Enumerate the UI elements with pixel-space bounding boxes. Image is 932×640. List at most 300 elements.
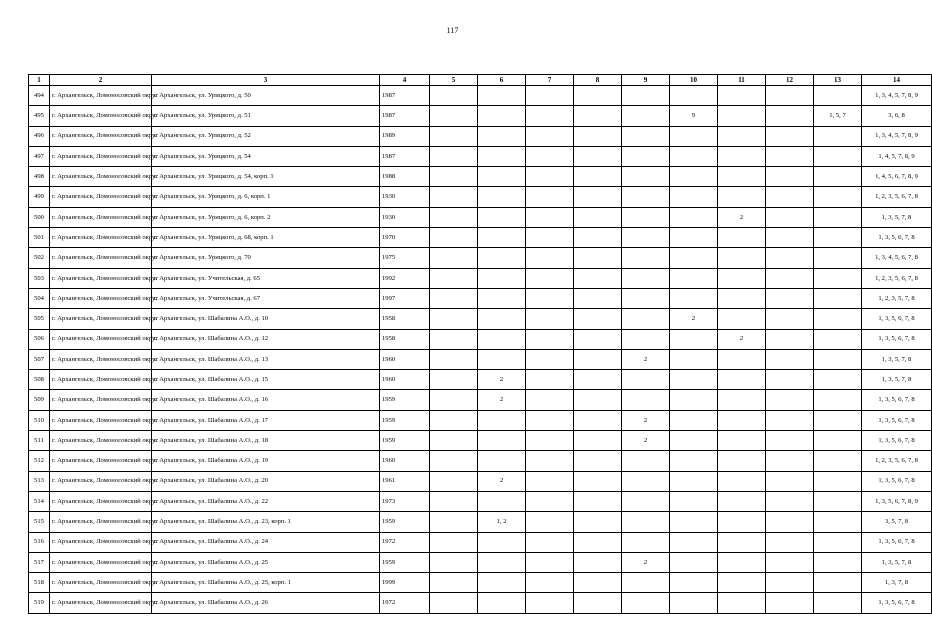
col-13-cell — [814, 309, 862, 329]
column-header-1: 1 — [29, 75, 50, 86]
col-14-cell: 1, 3, 5, 6, 7, 8 — [862, 593, 932, 613]
col-10-cell — [670, 410, 718, 430]
col-7-cell — [526, 329, 574, 349]
col-7-cell — [526, 86, 574, 106]
col-9-cell — [622, 471, 670, 491]
district-cell: г. Архангельск, Ломоносовский округ — [50, 268, 152, 288]
col-10-cell — [670, 491, 718, 511]
column-header-8: 8 — [574, 75, 622, 86]
address-cell: г. Архангельск, ул. Шабалина А.О., д. 20 — [152, 471, 380, 491]
col-7-cell — [526, 167, 574, 187]
col-7-cell — [526, 309, 574, 329]
address-cell: г. Архангельск, ул. Шабалина А.О., д. 25 — [152, 552, 380, 572]
col-7-cell — [526, 512, 574, 532]
address-cell: г. Архангельск, ул. Шабалина А.О., д. 18 — [152, 431, 380, 451]
col-12-cell — [766, 309, 814, 329]
col-7-cell — [526, 491, 574, 511]
col-11-cell — [718, 86, 766, 106]
address-cell: г. Архангельск, ул. Шабалина А.О., д. 19 — [152, 451, 380, 471]
row-number: 506 — [29, 329, 50, 349]
col-12-cell — [766, 106, 814, 126]
year-cell: 1959 — [380, 512, 430, 532]
col-6-cell — [478, 309, 526, 329]
col-9-cell — [622, 329, 670, 349]
col-12-cell — [766, 349, 814, 369]
col-7-cell — [526, 288, 574, 308]
row-number: 516 — [29, 532, 50, 552]
col-5-cell — [430, 593, 478, 613]
address-cell: г. Архангельск, ул. Урицкого, д. 52 — [152, 126, 380, 146]
table-row — [29, 532, 932, 552]
col-10-cell — [670, 187, 718, 207]
col-11-cell — [718, 187, 766, 207]
row-number: 510 — [29, 410, 50, 430]
year-cell: 1960 — [380, 349, 430, 369]
address-cell: г. Архангельск, ул. Шабалина А.О., д. 15 — [152, 370, 380, 390]
col-10-cell: 2 — [670, 309, 718, 329]
address-cell: г. Архангельск, ул. Шабалина А.О., д. 26 — [152, 593, 380, 613]
col-5-cell — [430, 207, 478, 227]
address-cell: г. Архангельск, ул. Шабалина А.О., д. 10 — [152, 309, 380, 329]
year-cell: 1958 — [380, 309, 430, 329]
col-6-cell — [478, 126, 526, 146]
district-cell: г. Архангельск, Ломоносовский округ — [50, 512, 152, 532]
col-6-cell — [478, 106, 526, 126]
row-number: 512 — [29, 451, 50, 471]
col-11-cell — [718, 146, 766, 166]
year-cell: 1959 — [380, 552, 430, 572]
col-6-cell — [478, 187, 526, 207]
col-5-cell — [430, 288, 478, 308]
col-13-cell — [814, 268, 862, 288]
col-7-cell — [526, 370, 574, 390]
address-cell: г. Архангельск, ул. Шабалина А.О., д. 25, корп. 1 — [152, 573, 380, 593]
table-row — [29, 410, 932, 430]
col-13-cell — [814, 532, 862, 552]
column-header-7: 7 — [526, 75, 574, 86]
col-6-cell — [478, 288, 526, 308]
col-7-cell — [526, 349, 574, 369]
row-number: 508 — [29, 370, 50, 390]
col-11-cell — [718, 512, 766, 532]
col-14-cell: 1, 3, 5, 6, 7, 8 — [862, 410, 932, 430]
col-10-cell — [670, 552, 718, 572]
col-12-cell — [766, 288, 814, 308]
district-cell: г. Архангельск, Ломоносовский округ — [50, 207, 152, 227]
col-10-cell — [670, 390, 718, 410]
table-row — [29, 431, 932, 451]
col-11-cell — [718, 370, 766, 390]
col-5-cell — [430, 329, 478, 349]
col-10-cell — [670, 329, 718, 349]
col-6-cell — [478, 86, 526, 106]
col-14-cell: 1, 3, 5, 6, 7, 8 — [862, 431, 932, 451]
col-6-cell — [478, 167, 526, 187]
col-11-cell — [718, 288, 766, 308]
col-10-cell — [670, 593, 718, 613]
year-cell: 1997 — [380, 288, 430, 308]
row-number: 501 — [29, 228, 50, 248]
col-5-cell — [430, 573, 478, 593]
col-5-cell — [430, 86, 478, 106]
year-cell: 1973 — [380, 491, 430, 511]
row-number: 500 — [29, 207, 50, 227]
table-row — [29, 309, 932, 329]
district-cell: г. Архангельск, Ломоносовский округ — [50, 288, 152, 308]
col-7-cell — [526, 431, 574, 451]
year-cell: 1959 — [380, 390, 430, 410]
col-9-cell — [622, 228, 670, 248]
col-6-cell — [478, 349, 526, 369]
col-5-cell — [430, 370, 478, 390]
address-cell: г. Архангельск, ул. Шабалина А.О., д. 17 — [152, 410, 380, 430]
col-10-cell — [670, 349, 718, 369]
col-14-cell: 1, 2, 3, 5, 6, 7, 8 — [862, 187, 932, 207]
col-8-cell — [574, 167, 622, 187]
col-11-cell — [718, 532, 766, 552]
col-12-cell — [766, 390, 814, 410]
year-cell: 1989 — [380, 126, 430, 146]
col-8-cell — [574, 552, 622, 572]
col-6-cell — [478, 532, 526, 552]
col-5-cell — [430, 532, 478, 552]
row-number: 514 — [29, 491, 50, 511]
col-7-cell — [526, 593, 574, 613]
district-cell: г. Архангельск, Ломоносовский округ — [50, 167, 152, 187]
col-14-cell: 1, 3, 5, 6, 7, 8 — [862, 228, 932, 248]
col-8-cell — [574, 349, 622, 369]
table-row — [29, 491, 932, 511]
table-row — [29, 329, 932, 349]
year-cell: 1987 — [380, 86, 430, 106]
col-8-cell — [574, 106, 622, 126]
col-9-cell — [622, 309, 670, 329]
district-cell: г. Архангельск, Ломоносовский округ — [50, 329, 152, 349]
col-11-cell — [718, 106, 766, 126]
district-cell: г. Архангельск, Ломоносовский округ — [50, 86, 152, 106]
year-cell: 1987 — [380, 106, 430, 126]
table-row — [29, 146, 932, 166]
col-8-cell — [574, 268, 622, 288]
district-cell: г. Архангельск, Ломоносовский округ — [50, 228, 152, 248]
year-cell: 1930 — [380, 207, 430, 227]
col-7-cell — [526, 390, 574, 410]
col-8-cell — [574, 471, 622, 491]
address-cell: г. Архангельск, ул. Шабалина А.О., д. 13 — [152, 349, 380, 369]
col-9-cell: 2 — [622, 431, 670, 451]
district-cell: г. Архангельск, Ломоносовский округ — [50, 593, 152, 613]
col-12-cell — [766, 207, 814, 227]
address-cell: г. Архангельск, ул. Урицкого, д. 50 — [152, 86, 380, 106]
row-number: 494 — [29, 86, 50, 106]
col-14-cell: 1, 3, 5, 7, 8 — [862, 349, 932, 369]
col-14-cell: 1, 3, 5, 6, 7, 8 — [862, 329, 932, 349]
col-5-cell — [430, 431, 478, 451]
col-10-cell: 9 — [670, 106, 718, 126]
col-9-cell — [622, 248, 670, 268]
col-13-cell — [814, 187, 862, 207]
col-7-cell — [526, 187, 574, 207]
column-header-11: 11 — [718, 75, 766, 86]
row-number: 515 — [29, 512, 50, 532]
col-8-cell — [574, 86, 622, 106]
col-5-cell — [430, 349, 478, 369]
col-5-cell — [430, 268, 478, 288]
column-header-5: 5 — [430, 75, 478, 86]
address-cell: г. Архангельск, ул. Учительская, д. 65 — [152, 268, 380, 288]
row-number: 496 — [29, 126, 50, 146]
col-8-cell — [574, 207, 622, 227]
col-13-cell — [814, 370, 862, 390]
col-9-cell — [622, 167, 670, 187]
district-cell: г. Архангельск, Ломоносовский округ — [50, 370, 152, 390]
table-row — [29, 207, 932, 227]
col-7-cell — [526, 106, 574, 126]
column-header-13: 13 — [814, 75, 862, 86]
col-14-cell: 1, 3, 5, 6, 7, 8 — [862, 390, 932, 410]
col-10-cell — [670, 228, 718, 248]
table-row — [29, 106, 932, 126]
col-14-cell: 1, 4, 5, 7, 8, 9 — [862, 146, 932, 166]
address-cell: г. Архангельск, ул. Шабалина А.О., д. 22 — [152, 491, 380, 511]
col-12-cell — [766, 167, 814, 187]
address-cell: г. Архангельск, ул. Урицкого, д. 54, корп. 1 — [152, 167, 380, 187]
col-8-cell — [574, 126, 622, 146]
col-12-cell — [766, 491, 814, 511]
col-9-cell: 2 — [622, 410, 670, 430]
col-9-cell — [622, 187, 670, 207]
row-number: 507 — [29, 349, 50, 369]
address-cell: г. Архангельск, ул. Учительская, д. 67 — [152, 288, 380, 308]
address-cell: г. Архангельск, ул. Урицкого, д. 6, корп. 1 — [152, 187, 380, 207]
col-14-cell: 1, 3, 7, 8 — [862, 573, 932, 593]
year-cell: 1999 — [380, 573, 430, 593]
col-6-cell — [478, 268, 526, 288]
address-cell: г. Архангельск, ул. Шабалина А.О., д. 16 — [152, 390, 380, 410]
col-14-cell: 1, 3, 5, 6, 7, 8 — [862, 532, 932, 552]
column-header-10: 10 — [670, 75, 718, 86]
table-row — [29, 573, 932, 593]
address-cell: г. Архангельск, ул. Шабалина А.О., д. 23, корп. 1 — [152, 512, 380, 532]
col-13-cell — [814, 349, 862, 369]
col-14-cell: 1, 3, 5, 6, 7, 8, 9 — [862, 491, 932, 511]
table-row — [29, 471, 932, 491]
year-cell: 1992 — [380, 268, 430, 288]
col-11-cell — [718, 309, 766, 329]
col-6-cell — [478, 552, 526, 572]
col-6-cell: 2 — [478, 370, 526, 390]
column-header-6: 6 — [478, 75, 526, 86]
col-7-cell — [526, 248, 574, 268]
col-14-cell: 3, 5, 7, 8 — [862, 512, 932, 532]
col-8-cell — [574, 390, 622, 410]
col-12-cell — [766, 532, 814, 552]
col-13-cell — [814, 248, 862, 268]
col-9-cell — [622, 207, 670, 227]
district-cell: г. Архангельск, Ломоносовский округ — [50, 532, 152, 552]
col-9-cell — [622, 573, 670, 593]
col-7-cell — [526, 410, 574, 430]
col-14-cell: 3, 6, 8 — [862, 106, 932, 126]
col-14-cell: 1, 4, 5, 6, 7, 8, 9 — [862, 167, 932, 187]
col-7-cell — [526, 207, 574, 227]
district-cell: г. Архангельск, Ломоносовский округ — [50, 552, 152, 572]
col-5-cell — [430, 512, 478, 532]
col-11-cell: 2 — [718, 329, 766, 349]
district-cell: г. Архангельск, Ломоносовский округ — [50, 187, 152, 207]
col-8-cell — [574, 146, 622, 166]
col-14-cell: 1, 3, 5, 7, 8 — [862, 207, 932, 227]
col-10-cell — [670, 146, 718, 166]
col-12-cell — [766, 431, 814, 451]
table-row — [29, 167, 932, 187]
col-13-cell — [814, 167, 862, 187]
registry-table — [28, 74, 932, 614]
col-9-cell — [622, 146, 670, 166]
col-8-cell — [574, 187, 622, 207]
col-10-cell — [670, 451, 718, 471]
col-9-cell — [622, 370, 670, 390]
col-10-cell — [670, 86, 718, 106]
row-number: 518 — [29, 573, 50, 593]
col-12-cell — [766, 329, 814, 349]
col-9-cell — [622, 390, 670, 410]
district-cell: г. Архангельск, Ломоносовский округ — [50, 349, 152, 369]
district-cell: г. Архангельск, Ломоносовский округ — [50, 491, 152, 511]
col-12-cell — [766, 187, 814, 207]
table-row — [29, 451, 932, 471]
address-cell: г. Архангельск, ул. Урицкого, д. 54 — [152, 146, 380, 166]
col-12-cell — [766, 248, 814, 268]
col-13-cell — [814, 86, 862, 106]
col-8-cell — [574, 288, 622, 308]
col-6-cell — [478, 228, 526, 248]
col-9-cell — [622, 288, 670, 308]
year-cell: 1987 — [380, 146, 430, 166]
col-9-cell — [622, 512, 670, 532]
col-8-cell — [574, 451, 622, 471]
col-5-cell — [430, 167, 478, 187]
district-cell: г. Архангельск, Ломоносовский округ — [50, 146, 152, 166]
col-13-cell — [814, 207, 862, 227]
col-13-cell — [814, 593, 862, 613]
col-10-cell — [670, 207, 718, 227]
year-cell: 1970 — [380, 228, 430, 248]
col-8-cell — [574, 431, 622, 451]
row-number: 511 — [29, 431, 50, 451]
col-13-cell — [814, 491, 862, 511]
col-5-cell — [430, 410, 478, 430]
col-10-cell — [670, 288, 718, 308]
col-14-cell: 1, 2, 3, 5, 6, 7, 8 — [862, 268, 932, 288]
col-10-cell — [670, 248, 718, 268]
column-header-9: 9 — [622, 75, 670, 86]
col-12-cell — [766, 126, 814, 146]
col-10-cell — [670, 167, 718, 187]
table-row — [29, 370, 932, 390]
column-header-12: 12 — [766, 75, 814, 86]
district-cell: г. Архангельск, Ломоносовский округ — [50, 248, 152, 268]
col-6-cell: 2 — [478, 471, 526, 491]
district-cell: г. Архангельск, Ломоносовский округ — [50, 106, 152, 126]
col-13-cell — [814, 552, 862, 572]
col-8-cell — [574, 573, 622, 593]
col-11-cell — [718, 431, 766, 451]
col-13-cell — [814, 573, 862, 593]
row-number: 499 — [29, 187, 50, 207]
col-14-cell: 1, 3, 5, 7, 8 — [862, 552, 932, 572]
col-10-cell — [670, 532, 718, 552]
col-12-cell — [766, 86, 814, 106]
table-row — [29, 126, 932, 146]
col-14-cell: 1, 3, 5, 6, 7, 8 — [862, 471, 932, 491]
row-number: 502 — [29, 248, 50, 268]
col-8-cell — [574, 593, 622, 613]
col-8-cell — [574, 512, 622, 532]
col-5-cell — [430, 491, 478, 511]
col-10-cell — [670, 471, 718, 491]
col-13-cell — [814, 288, 862, 308]
col-13-cell — [814, 410, 862, 430]
col-7-cell — [526, 126, 574, 146]
year-cell: 1960 — [380, 451, 430, 471]
table-row — [29, 187, 932, 207]
column-header-3: 3 — [152, 75, 380, 86]
address-cell: г. Архангельск, ул. Шабалина А.О., д. 12 — [152, 329, 380, 349]
col-6-cell — [478, 329, 526, 349]
col-12-cell — [766, 512, 814, 532]
row-number: 509 — [29, 390, 50, 410]
row-number: 497 — [29, 146, 50, 166]
col-6-cell — [478, 573, 526, 593]
table-row — [29, 349, 932, 369]
col-14-cell: 1, 3, 4, 5, 7, 8, 9 — [862, 126, 932, 146]
col-11-cell — [718, 573, 766, 593]
col-8-cell — [574, 228, 622, 248]
col-11-cell: 2 — [718, 207, 766, 227]
col-6-cell — [478, 146, 526, 166]
col-11-cell — [718, 593, 766, 613]
col-12-cell — [766, 552, 814, 572]
col-9-cell — [622, 106, 670, 126]
col-5-cell — [430, 106, 478, 126]
col-9-cell — [622, 268, 670, 288]
district-cell: г. Архангельск, Ломоносовский округ — [50, 309, 152, 329]
col-5-cell — [430, 552, 478, 572]
col-13-cell — [814, 329, 862, 349]
header-row — [29, 75, 932, 86]
col-13-cell — [814, 146, 862, 166]
col-7-cell — [526, 471, 574, 491]
col-6-cell — [478, 248, 526, 268]
table-row — [29, 248, 932, 268]
col-13-cell — [814, 431, 862, 451]
column-header-2: 2 — [50, 75, 152, 86]
table-row — [29, 390, 932, 410]
year-cell: 1972 — [380, 593, 430, 613]
col-11-cell — [718, 167, 766, 187]
col-12-cell — [766, 228, 814, 248]
col-9-cell — [622, 451, 670, 471]
col-13-cell — [814, 471, 862, 491]
col-7-cell — [526, 451, 574, 471]
col-12-cell — [766, 471, 814, 491]
col-6-cell: 1, 2 — [478, 512, 526, 532]
district-cell: г. Архангельск, Ломоносовский округ — [50, 573, 152, 593]
col-11-cell — [718, 471, 766, 491]
year-cell: 1972 — [380, 532, 430, 552]
col-11-cell — [718, 552, 766, 572]
